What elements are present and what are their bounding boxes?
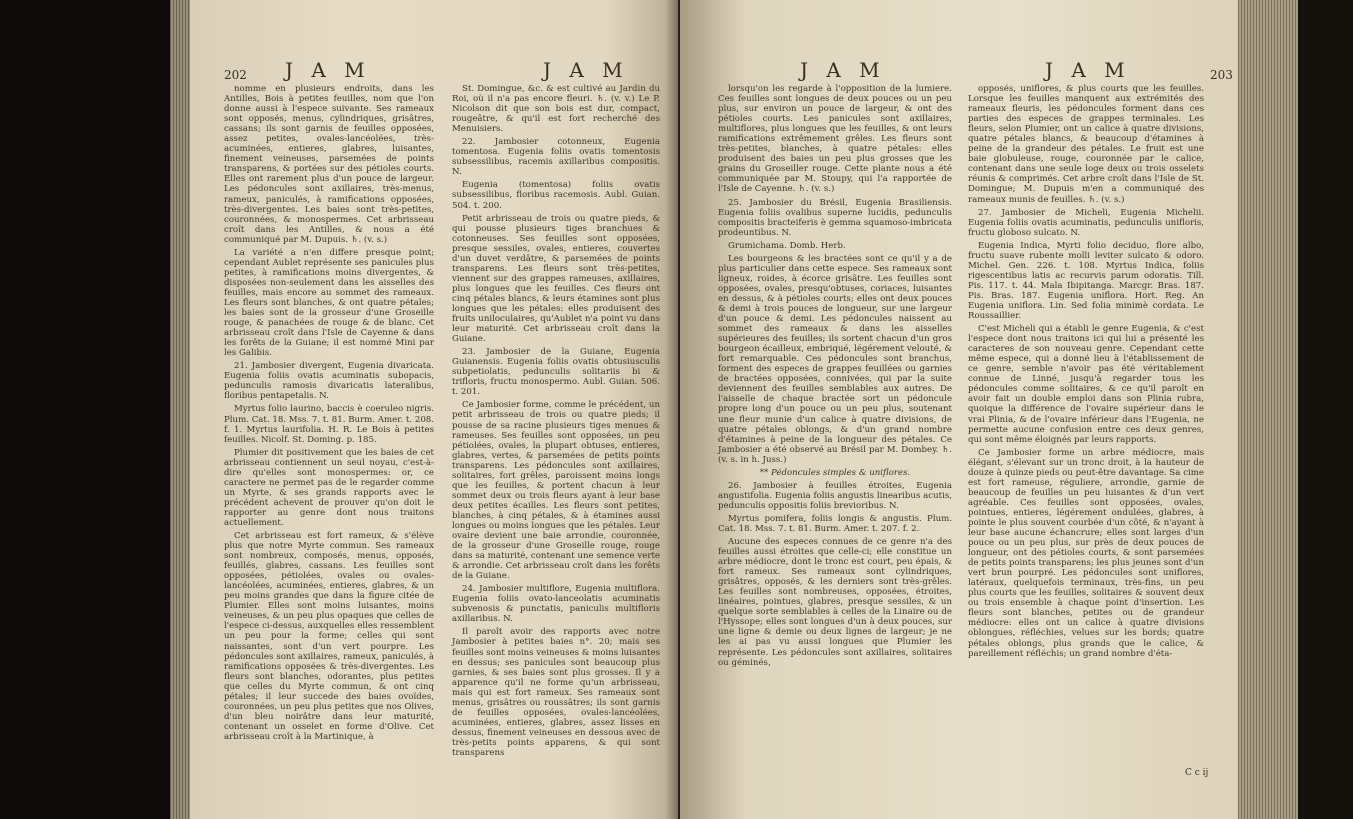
paragraph: Myrtus pomifera, foliis longis & angustis. Plum. Cat. 18. Mss. 7. t. 81. Burm. Amer. t. 207. f. 2.	[718, 513, 952, 534]
paragraph: 26. Jambosier à feuilles étroites, Eugenia angustifolia. Eugenia foliis angustis linearibus acutis, pedunculis oppositis foliis brevioribus. N.	[718, 480, 952, 511]
right-page-edges	[1238, 0, 1298, 819]
paragraph: ** Pédoncules simples & uniflores.	[759, 467, 911, 478]
text-column-right	[968, 84, 1204, 662]
page-number: 203	[1210, 68, 1233, 82]
paragraph: opposés, uniflores, & plus courts que les feuilles. Lorsque les feuilles manquent aux extrémités des rameaux fleuris, les pédoncules forment dans ces parties des especes de grappes terminales. Les fleurs, selon Plumier, ont un calice à quatre divisions, quatre pétales blancs, & beaucoup d'étamines à peine de la grandeur des pétales. Le fruit est une baie globuleuse, rouge, couronnée par le calice, contenant dans une seule loge deux ou trois osselets réunis & comprimés. Cet arbre croît dans l'Isle de St. Domingue; M. Dupuis m'en a communiqué des rameaux munis de feuilles. ♄. (v. s.)	[968, 84, 1204, 205]
paragraph: C'est Micheli qui a établi le genre Eugenia, & c'est l'espece dont nous traitons ici qui lui a présenté les caracteres de son nouveau genre. Cependant cette même espece, qui a donné lieu à l'établissement de ce genre, semble n'avoir pas été véritablement connue de Linné, jusqu'à regarder tous les pédoncules comme solitaires, & ce qu'il paroît en avoir fait un double emploi dans son Plinia rubra, quoique la différence de l'ovaire supérieur dans le vrai Plinia, & de l'ovaire inférieur dans l'Eugenia, ne permette aucune confusion entre ces deux genres, qui sont même éloignés par leurs rapports.	[968, 324, 1204, 445]
paragraph: St. Domingue, &c. & est cultivé au Jardin du Roi, où il n'a pas encore fleuri. ♄. (v. v.) Le P. Nicolson dit que son bois est dur, compact, rougeâtre, & qu'il est fort recherché des Menuisiers.	[452, 84, 660, 135]
paragraph: nomme en plusieurs endroits, dans les Antilles, Bois à petites feuilles, nom que l'on donne aussi à l'espece suivante. Ses rameaux sont opposés, menus, cylindriques, grisâtres, cassans; ils sont garnis de feuilles opposées, assez petites, ovales-lancéolées, très-acuminées, entieres, glabres, luisantes, finement veineuses, parsemées de points transparens, & portées sur des pétioles courts. Elles ont rarement plus d'un pouce de largeur. Les pédoncules sont axillaires, très-menus, rameux, paniculés, à ramifications opposées, très-divergentes. Les baies sont très-petites, couronnées, & monospermes. Cet arbrisseau croît dans les Antilles, & nous a été communiqué par M. Dupuis. ♄. (v. s.)	[224, 84, 434, 245]
signature-mark: C c ij	[1185, 768, 1209, 778]
left-page	[190, 0, 678, 819]
page-number: 202	[224, 68, 247, 82]
left-page-edges	[170, 0, 192, 819]
paragraph: Eugenia (tomentosa) foliis ovatis subsessilibus, floribus racemosis. Aubl. Guian. 504. t. 200.	[452, 180, 660, 211]
paragraph: 24. Jambosier multiflore, Eugenia multiflora. Eugenia foliis ovato-lanceolatis acuminatis subvenosis & punctatis, paniculis multifloris axillaribus. N.	[452, 584, 660, 625]
paragraph: 25. Jambosier du Brésil, Eugenia Brasiliensis. Eugenia foliis ovalibus superne lucidis, pedunculis compositis bracteiferis è gemma squamoso-imbricata prodeuntibus. N.	[718, 197, 952, 238]
text-column-left	[718, 84, 952, 671]
paragraph: Il paroît avoir des rapports avec notre Jambosier à petites baies n°. 20; mais ses feuilles sont moins veineuses & moins luisantes en dessus; ses panicules sont beaucoup plus garnies, & ses baies sont plus grosses. Il y a apparence qu'il ne forme qu'un arbrisseau, mais qui est fort rameux. Ses rameaux sont menus, grisâtres ou roussâtres; ils sont garnis de feuilles opposées, ovales-lancéolées, acuminées, entieres, glabres, assez lisses en dessus, finement veineuses en dessous avec de très-petits points apparens, & qui sont transparens	[452, 627, 660, 758]
right-page	[680, 0, 1240, 819]
paragraph: La variété a n'en differe presque point; cependant Aublet représente ses panicules plus petites, à ramifications moins divergentes, & disposées non-seulement dans les aisselles des feuilles, mais encore au sommet des rameaux. Les fleurs sont blanches, & ont quatre pétales; les baies sont de la grosseur d'une Groseille rouge, & panachées de rouge & de blanc. Cet arbrisseau croît dans l'Isle de Cayenne & dans les forêts de la Guiane; il est nommé Mini par les Galibis.	[224, 247, 434, 359]
running-head: J A M	[1045, 58, 1131, 82]
paragraph: 27. Jambosier de Micheli, Eugenia Michelii. Eugenia foliis ovatis acuminatis, pedunculis unifloris, fructu globoso sulcato. N.	[968, 207, 1204, 238]
paragraph: Les bourgeons & les bractées sont ce qu'il y a de plus particulier dans cette espece. Ses rameaux sont ligneux, roides, à écorce grisâtre. Les feuilles sont opposées, ovales, presqu'obtuses, coriaces, luisantes en dessus, & à pétioles courts; elles ont deux pouces & demi à trois pouces de longueur, sur une largeur d'un pouce & demi. Les pédoncules naissent au sommet des rameaux & dans les aisselles supérieures des feuilles; ils sortent chacun d'un gros bourgeon écailleux, embriqué, légérement velouté, & fort remarquable. Ces pédoncules sont branchus, forment des especes de grappes feuillées ou garnies de bractées opposées, connivées, qui par la suite deviennent des feuilles semblables aux autres. De l'aisselle de chaque bractée sort un pédoncule propre long d'un pouce ou un peu plus, soutenant une fleur munie d'un calice à quatre divisions, de quatre pétales oblongs, & d'un grand nombre d'étamines à peine de la longueur des pétales. Ce Jambosier a été observé au Brésil par M. Dombey. ♄. (v. s. in h. Juss.)	[718, 253, 952, 465]
paragraph: Plumier dit positivement que les baies de cet arbrisseau contiennent un seul noyau, c'est-à-dire qu'elles sont monospermes: or, ce caractere ne permet pas de le regarder comme un Myrte, & ses grands rapports avec le précédent achevent de prouver qu'on doit le rapporter au genre dont nous traitons actuellement.	[224, 447, 434, 528]
text-column-left	[224, 84, 434, 745]
paragraph: lorsqu'on les regarde à l'opposition de la lumiere. Ces feuilles sont longues de deux pouces ou un peu plus, sur environ un pouce de largeur, & ont des pétioles courts. Les panicules sont axillaires, multiflores, plus longues que les feuilles, & ont leurs ramifications extrêmement grêles. Les fleurs sont très-petites, blanches, à quatre pétales: elles produisent des baies un peu plus grosses que les grains du Groseiller rouge. Cette plante nous a été communiquée par M. Stoupy, qui l'a rapportée de l'Isle de Cayenne. ♄. (v. s.)	[718, 84, 952, 195]
paragraph: Eugenia Indica, Myrti folio deciduo, flore albo, fructu suave rubente molli leviter sulcato & odoro. Michel. Gen. 226. t. 108. Myrtus Indica, foliis rigescentibus latis ac recurvis parum odoratis. Till. Pis. 117. t. 44. Mala Ibipitanga. Marcgr. Bras. 187. Pis. Bras. 187. Eugenia uniflora. Hort. Reg. An Eugenia uniflora. Lin. Sed folia minimè cordata. Le Roussaillier.	[968, 240, 1204, 322]
running-head: J A M	[285, 58, 371, 82]
paragraph: 22. Jambosier cotonneux, Eugenia tomentosa. Eugenia foliis ovatis tomentosis subsessilibus, racemis axillaribus compositis. N.	[452, 137, 660, 178]
paragraph: Cet arbrisseau est fort rameux, & s'élève plus que notre Myrte commun. Ses rameaux sont nombreux, composés, menus, opposés, feuillés, glabres, cassans. Les feuilles sont opposées, pétiolées, ovales ou ovales-lancéolées, acuminées, entieres, glabres, & un peu moins grandes que dans la figure citée de Plumier. Elles sont moins luisantes, moins veineuses, & un peu plus opaques que celles de l'espece ci-dessus, auxquelles elles ressemblent un peu pour la forme; celles qui sont naissantes, sont d'un vert pourpre. Les pédoncules sont axillaires, rameux, paniculés, à ramifications opposées & très-divergentes. Les fleurs sont blanches, odorantes, plus petites que celles du Myrte commun, & ont cinq pétales; il leur succede des baies ovoïdes, couronnées, un peu plus petites que nos Olives, d'un bleu noirâtre dans leur maturité, contenant un osselet en forme d'Olive. Cet arbrisseau croît à la Martinique, à	[224, 531, 434, 742]
book-cover	[1298, 0, 1353, 819]
paragraph: Ce Jambosier forme, comme le précédent, un petit arbrisseau de trois ou quatre pieds; il pousse de sa racine plusieurs tiges menues & rameuses. Ses feuilles sont opposées, un peu pétiolées, ovales, la plupart obtuses, entieres, glabres, vertes, & parsemées de petits points transparens. Les pédoncules sont axillaires, solitaires, fort grêles, paroissent moins longs que les feuilles, & portent chacun à leur sommet deux ou trois fleurs ayant à leur base deux petites écailles. Les fleurs sont petites, blanches, à cinq pétales, & à étamines aussi longues ou moins longues que les pétales. Leur ovaire devient une baie arrondie, couronnée, de la grosseur d'une Groseille rouge, rouge dans sa maturité, contenant une semence verte & arrondie. Cet arbrisseau croît dans les forêts de la Guiane.	[452, 400, 660, 582]
paragraph: Myrtus folio laurino, baccis è coeruleo nigris. Plum. Cat. 18. Mss. 7. t. 81. Burm. Amer. t. 208. f. 1. Myrtus laurifolia. H. R. Le Bois à petites feuilles. Nicolf. St. Doming. p. 185.	[224, 404, 434, 445]
paragraph: Grumichama. Domb. Herb.	[728, 240, 846, 251]
paragraph: Ce Jambosier forme un arbre médiocre, mais élégant, s'élevant sur un tronc droit, à la hauteur de douze à quinze pieds ou peut-être davantage. Sa cime est fort rameuse, réguliere, arrondie, garnie de beaucoup de feuilles un peu luisantes & d'un vert agréable. Ces feuilles sont opposées, ovales, pointues, entieres, légérement ondulées, glabres, à pointe le plus souvent courbée d'un côté, & n'ayant à leur base aucune échancrure; elles sont larges d'un pouce ou un peu plus, sur près de deux pouces de longueur, ont des pétioles courts, & sont parsemées de petits points transparens; les plus jeunes sont d'un vert brun pourpré. Les pédoncules sont uniflores, latéraux, quelquefois terminaux, très-fins, un peu plus courts que les feuilles, solitaires & souvent deux ou trois ensemble à chaque point d'insertion. Les fleurs sont blanches, petites ou de grandeur médiocre: elles ont un calice à quatre divisions oblongues, réfléchies, velues sur les bords; quatre pétales oblongs, plus grands que le calice, & pareillement réfléchis; un grand nombre d'éta-	[968, 447, 1204, 659]
paragraph: 21. Jambosier divergent, Eugenia divaricata. Eugenia foliis ovatis acuminatis subopacis, pedunculis ramosis divaricatis lateralibus, floribus pentapetalis. N.	[224, 361, 434, 402]
paragraph: 23. Jambosier de la Guiane, Eugenia Guianensis. Eugenia foliis ovatis obtusiusculis subpetiolatis, pedunculis solitariis bi & trifloris, fructu monospermo. Aubl. Guian. 506. t. 201.	[452, 347, 660, 398]
paragraph: Petit arbrisseau de trois ou quatre pieds, & qui pousse plusieurs tiges branchues & cotonneuses. Ses feuilles sont opposées, presque sessiles, ovales, entieres, couvertes d'un duvet verdâtre, & parsemées de points transparens. Les fleurs sont très-petites, viennent sur des grappes rameuses, axillaires, plus longues que les feuilles. Ces fleurs ont cinq pétales blancs, & leurs étamines sont plus longues que les pétales: elles produisent des fruits uniloculaires, qu'Aublet n'a point vu dans leur maturité. Cet arbrisseau croît dans la Guiane.	[452, 213, 660, 345]
running-head: J A M	[800, 58, 886, 82]
running-head: J A M	[543, 58, 629, 82]
text-column-right	[452, 84, 660, 761]
paragraph: Aucune des especes connues de ce genre n'a des feuilles aussi étroites que celle-ci; elle constitue un arbre médiocre, dont le tronc est court, peu épais, & fort rameux. Ses rameaux sont cylindriques, grisâtres, opposés, & les derniers sont très-grêles. Les feuilles sont nombreuses, opposées, étroites, linéaires, pointues, glabres, presque sessiles, & un quelque sorte semblables à celles de la Linaire ou de l'Hyssope; elles sont longues d'un à deux pouces, sur une ligne & demie ou deux lignes de largeur; je ne les ai pas vu aussi longues que Plumier les représente. Les pédoncules sont axillaires, solitaires ou géminés,	[718, 537, 952, 668]
